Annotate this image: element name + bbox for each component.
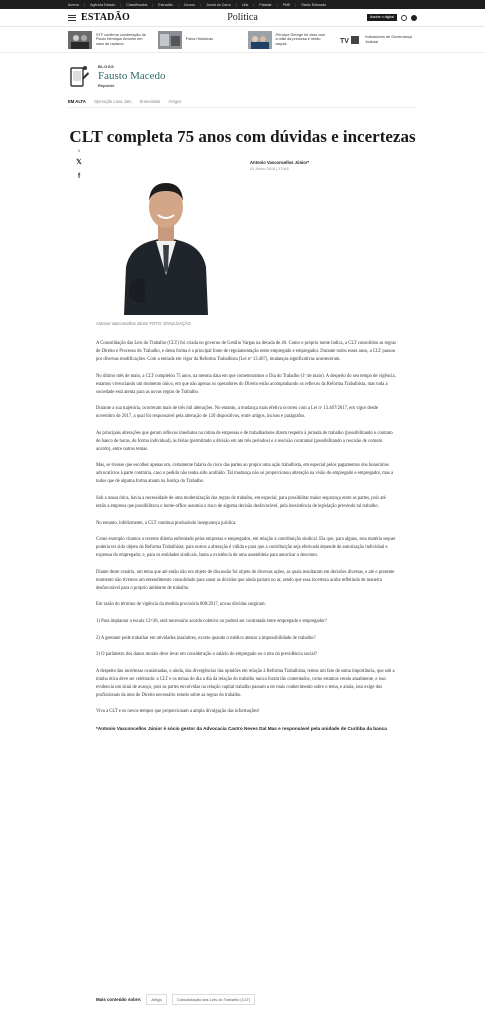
article-paragraph: Durante a sua trajetória, ocorreram mais de três mil alterações. No entanto, a mudança mais efetiva ocorreu com a Lei nº 13.467/2017, em vigor desde novembro de 2017, a qual foi responsável pela alteração de 120 dispositivos, entre artigos, incisos e parágrafos. (96, 406, 378, 420)
twitter-icon[interactable]: 𝕏 (76, 159, 82, 166)
topbar-link[interactable]: Paladar (259, 2, 272, 7)
related-story[interactable] (68, 31, 148, 49)
topbar-link[interactable]: Agência Estado (90, 2, 116, 7)
related-story[interactable] (248, 31, 328, 49)
article-paragraph: Diante deste cenário, um tema que até então não era objeto de discussão foi objeto de diversas ações, as quais resultaram em decisões diversas, e até o presente momento não tivemos um entendimento consolidado para sanar as dúvidas que ainda pairam no ar, sendo que essa incerteza acaba refletindo de maneira desfavorável para o próprio ambiente de trabalho. (96, 569, 395, 591)
article-paragraph: Sob a nossa ótica, havia a necessidade de uma modernização das regras de trabalho, em especial, para possibilitar maior segurança entre as partes, pois até então a empresa que possibilitava o home-office assumia o risco de alguma decisão desfavorável, pela inexistência de legislação prevendo tal trabalho. (96, 495, 386, 509)
divider: | (295, 2, 297, 7)
divider: | (276, 2, 278, 7)
author-portrait-image (96, 157, 236, 315)
author-photo (96, 157, 236, 315)
divider: | (152, 2, 154, 7)
article-paragraph: 3) O parâmetro dos danos morais deve levar em consideração o salário do empregado ou o teto da previdência social? (96, 652, 317, 658)
divider: | (235, 2, 237, 7)
header-actions (367, 14, 417, 21)
byline-date: 01 Junho 2018 | 17h16 (250, 167, 289, 171)
share-count: 0 (77, 148, 81, 153)
story-thumbnail (248, 31, 272, 49)
article-paragraph: Como exemplo citamos o recente dilema enfrentado pelas empresas e empregados, em relação à contribuição sindical. Ela que, para alguns, esta matéria sequer poderia ter sido objeto da Reforma Trabalhista; para outros a alteração é válida e para que a contribuição seja efetivada depende de autorização individual e expressa do empregado; e, para os entidades sindicais, basta a existência de uma assembleia para autorizar o desconto. (96, 537, 396, 559)
topbar-link[interactable]: Acervo (68, 2, 80, 7)
article-paragraph: Em razão do término de vigência da medida provisória 808/2017, novas dúvidas surgiram: (96, 602, 266, 608)
related-story[interactable] (158, 31, 238, 49)
byline-author: Antonio Vasconcellos Júnior* (250, 160, 310, 165)
related-story[interactable] (337, 31, 417, 49)
blog-header (68, 64, 166, 88)
share-bar (74, 148, 84, 181)
story-title: Indicadores de Governança Judicial (365, 34, 412, 44)
story-title: Príncipe George foi visto com a mãe da princesa e irmão caçula (275, 32, 326, 46)
topbar-link[interactable]: Cursos (183, 2, 196, 7)
subscribe-digital-button[interactable]: Assine o digital (367, 14, 397, 21)
tag-artigo[interactable]: Artigo (146, 994, 166, 1005)
blog-author-icon (68, 64, 90, 88)
facebook-icon[interactable]: f (77, 173, 81, 180)
article-paragraph: 1) Para implantar a escala 12×36, será necessário acordo coletivo ou poderá ser contratada entre empregado e empregador? (96, 618, 327, 624)
subnav-item-lava-jato[interactable]: Operação Lava Jato (93, 99, 132, 104)
article-paragraph: Viva a CLT e os novos tempos que proporcionam a ampla divulgação das informações! (96, 709, 260, 715)
search-icon[interactable] (411, 15, 417, 21)
blog-subnav (68, 99, 181, 104)
divider: | (253, 2, 255, 7)
story-title: Fotos Históricas (185, 37, 213, 42)
article-paragraph: No último mês de maio, a CLT completou 75 anos, na mesma data em que comemoramos o Dia do Trabalho (1º de maio). A despeito do seu tempo de vigência, estamos vivenciando um momento único, em que não apenas os operadores do Direito estão acompanhando os reflexos da Reforma Trabalhista, mas toda a sociedade está atenta para as novas regras de Trabalho. (96, 373, 396, 395)
user-icon[interactable] (401, 15, 407, 21)
hamburger-menu-icon[interactable] (68, 15, 76, 21)
photo-caption: Antonio Vasconcellos Júnior FOTO: DIVULGAÇÃO (96, 321, 191, 326)
divider: | (200, 2, 202, 7)
subnav-item-artigos[interactable]: Artigos (168, 99, 182, 104)
topbar-link[interactable]: PME (282, 2, 291, 7)
divider: | (177, 2, 179, 7)
related-stories (0, 27, 485, 53)
article-headline: CLT completa 75 anos com dúvidas e incertezas (69, 127, 416, 146)
article-paragraph: No entanto, infelizmente, a CLT continua produzindo insegurança jurídica. (96, 520, 237, 526)
subnav-item-entrevistas[interactable]: Entrevistas (139, 99, 161, 104)
story-title: STF confirma condenação de Paulo Henrique Amorim em caso de racismo (96, 32, 146, 46)
divider (68, 107, 417, 108)
blog-label: BLOGS (98, 64, 115, 69)
section-title: Política (227, 12, 258, 23)
site-logo[interactable]: ESTADÃO (81, 12, 131, 23)
article-body (96, 340, 396, 742)
subnav-label-em-alta: EM ALTA (68, 99, 86, 104)
story-thumbnail (158, 31, 182, 49)
topbar-link[interactable]: Classificados (126, 2, 148, 7)
article-paragraph: Mas, se tivesse que escolher apenas um, certamente falaria do risco das partes ao propor uma ação trabalhista, em especial pelos pagamentos dos honorários advocatícios à parte contrária, caso o pedido não tenha sido acolhido. Tal mudança não só proporcionou alteração na visão do empregado e empregador, mas a todos que de alguma forma atuam na Justiça do Trabalho. (96, 463, 394, 485)
topbar-link[interactable]: Rádio Eldorado (301, 2, 327, 7)
topbar-link[interactable]: Jornal do Carro (206, 2, 231, 7)
divider: | (120, 2, 122, 7)
byline (250, 160, 309, 171)
svg-text:TV: TV (340, 37, 350, 45)
article-paragraph: A despeito das incertezas ocasionadas, e ainda, das divergências das opiniões em relação à Reforma Trabalhista, temos um fato de suma importância, que sob a minha ótica deve ser celebrado: a CLT e os temas do dia a dia da relação do trabalho nunca foram tão comentados, como estamos vendo atualmente, e isso evidencia um sinal de avanço, pois as partes envolvidas na relação capital trabalho passam a ter mais conhecimento sobre o tema, e ainda, isso exige dos profissionais da área do Direito necessário estudo sobre as regras do trabalho. (96, 668, 395, 698)
tv-estadao-icon (337, 31, 361, 49)
top-links-bar (0, 0, 485, 9)
tag-clt[interactable]: Consolidação das Leis do Trabalho (CLT) (172, 994, 256, 1005)
article-paragraph: A Consolidação das Leis do Trabalho (CLT) foi criada no governo de Getúlio Vargas na década de 40. Como o próprio nome indica, a CLT consolidou as regras de Direito e Processo do Trabalho, e desta forma é a principal fonte de regulamentação entre empregado e empregador. Durante todos esses anos, a CLT passou por diversas modificações. Com a entrada em vigor da Reforma Trabalhista (Lei nº 13.467), mudanças significativas aconteceram. (96, 341, 396, 362)
blog-name[interactable]: Fausto Macedo (98, 70, 166, 82)
topbar-link[interactable]: Link (241, 2, 249, 7)
article-paragraph: As principais alterações que geram reflexos imediatos na rotina de empresas e de trabalhadores dizem respeito à jornada de trabalho (possibilitando o contrato de banco de horas, de forma individual), às férias (permitindo a divisão em até três períodos) e à rescisão contratual (possibilitando a rescisão de comum acordo), entre outros temas. (96, 430, 393, 452)
site-header (0, 9, 485, 27)
tags-label: Mais conteúdo sobre: (96, 997, 142, 1002)
related-tags (96, 994, 255, 1005)
article-paragraph: 2) A gestante pode trabalhar em atividades insalubres, exceto quando o médico atestar a impossibilidade de trabalho? (96, 635, 316, 641)
divider: | (84, 2, 86, 7)
blog-role: Repórter (98, 83, 115, 88)
story-thumbnail (68, 31, 92, 49)
topbar-link[interactable]: Estradão (158, 2, 173, 7)
author-note: *Antonio Vasconcellos Júnior é sócio gestor da Advocacia Castro Neves Dal Mas e responsável pela unidade de Curitiba da banca (96, 725, 387, 731)
